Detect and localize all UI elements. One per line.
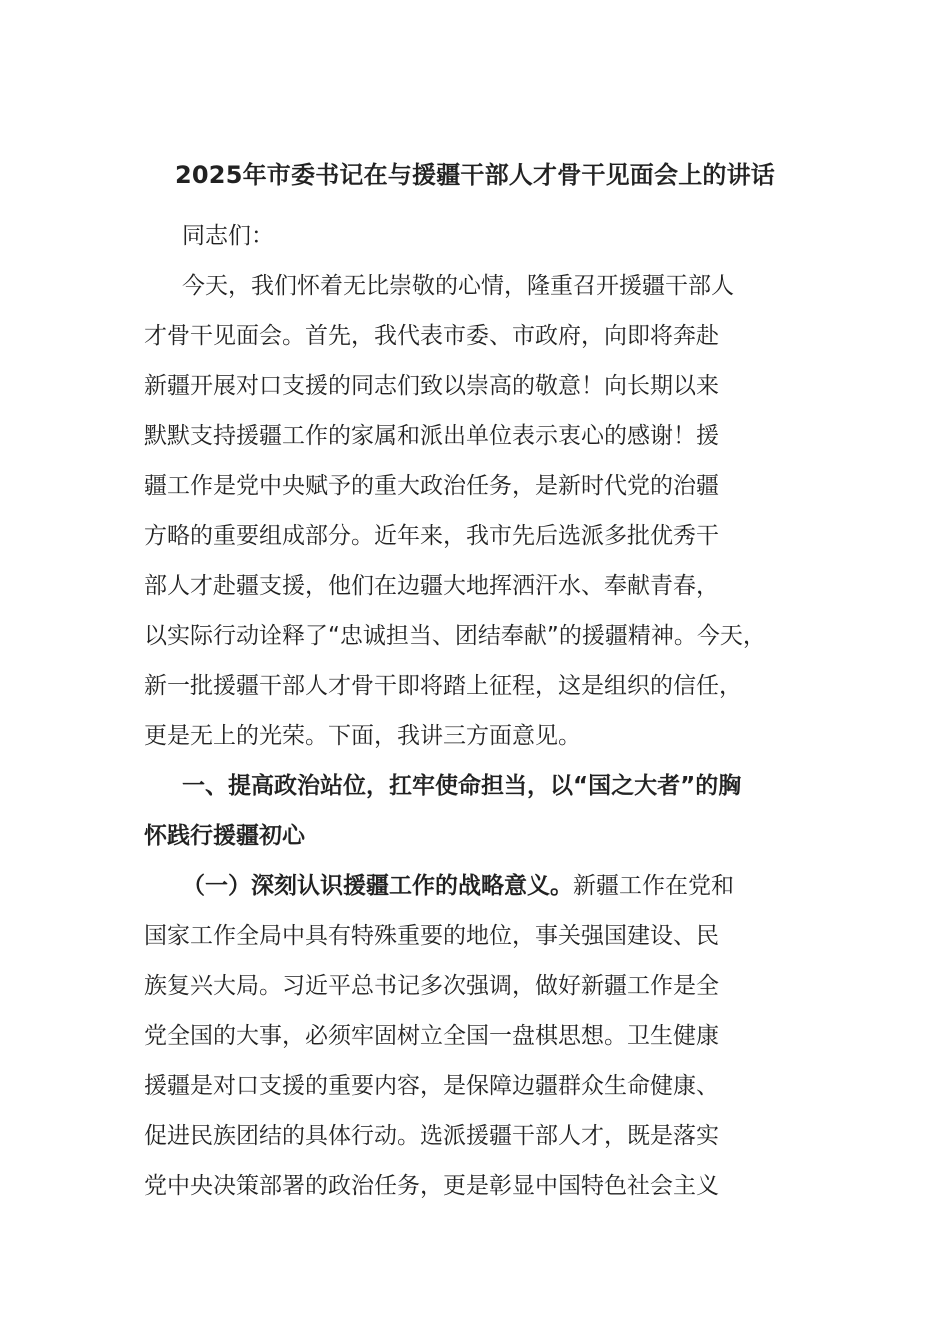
paragraph-line: 促进民族团结的具体行动。选派援疆干部人才，既是落实 <box>144 1123 719 1149</box>
paragraph-line: 更是无上的光荣。下面，我讲三方面意见。 <box>144 723 581 749</box>
paragraph-line: 新一批援疆干部人才骨干即将踏上征程，这是组织的信任， <box>144 673 742 699</box>
paragraph-line: 族复兴大局。习近平总书记多次强调，做好新疆工作是全 <box>144 973 719 999</box>
subsection-first-line <box>144 868 834 918</box>
paragraph-line: 才骨干见面会。首先，我代表市委、市政府，向即将奔赴 <box>144 323 719 349</box>
paragraph-line: 默默支持援疆工作的家属和派出单位表示衷心的感谢！援 <box>144 423 719 449</box>
document-title: 2025年市委书记在与援疆干部人才骨干见面会上的讲话 <box>175 161 775 189</box>
paragraph-line: 以实际行动诠释了“忠诚担当、团结奉献”的援疆精神。今天， <box>144 623 766 649</box>
paragraph-line: 援疆是对口支援的重要内容，是保障边疆群众生命健康、 <box>144 1073 719 1099</box>
section-heading: 怀践行援疆初心 <box>144 823 305 849</box>
section-heading: 一、提高政治站位，扛牢使命担当，以“国之大者”的胸 <box>182 773 742 799</box>
paragraph-text: 新疆工作在党和 <box>573 873 734 899</box>
paragraph-line: 党全国的大事，必须牢固树立全国一盘棋思想。卫生健康 <box>144 1023 719 1049</box>
paragraph-line: 部人才赴疆支援，他们在边疆大地挥洒汗水、奉献青春， <box>144 573 719 599</box>
paragraph-line: 新疆开展对口支援的同志们致以崇高的敬意！向长期以来 <box>144 373 719 399</box>
paragraph-line: 今天，我们怀着无比崇敬的心情，隆重召开援疆干部人 <box>182 273 734 299</box>
document-body <box>144 218 834 1218</box>
paragraph-line: 党中央决策部署的政治任务，更是彰显中国特色社会主义 <box>144 1173 719 1199</box>
paragraph-line: 疆工作是党中央赋予的重大政治任务，是新时代党的治疆 <box>144 473 719 499</box>
subsection-heading: （一）深刻认识援疆工作的战略意义。 <box>182 873 573 899</box>
paragraph-line: 国家工作全局中具有特殊重要的地位，事关强国建设、民 <box>144 923 719 949</box>
salutation: 同志们： <box>182 223 274 249</box>
paragraph-line: 方略的重要组成部分。近年来，我市先后选派多批优秀干 <box>144 523 719 549</box>
